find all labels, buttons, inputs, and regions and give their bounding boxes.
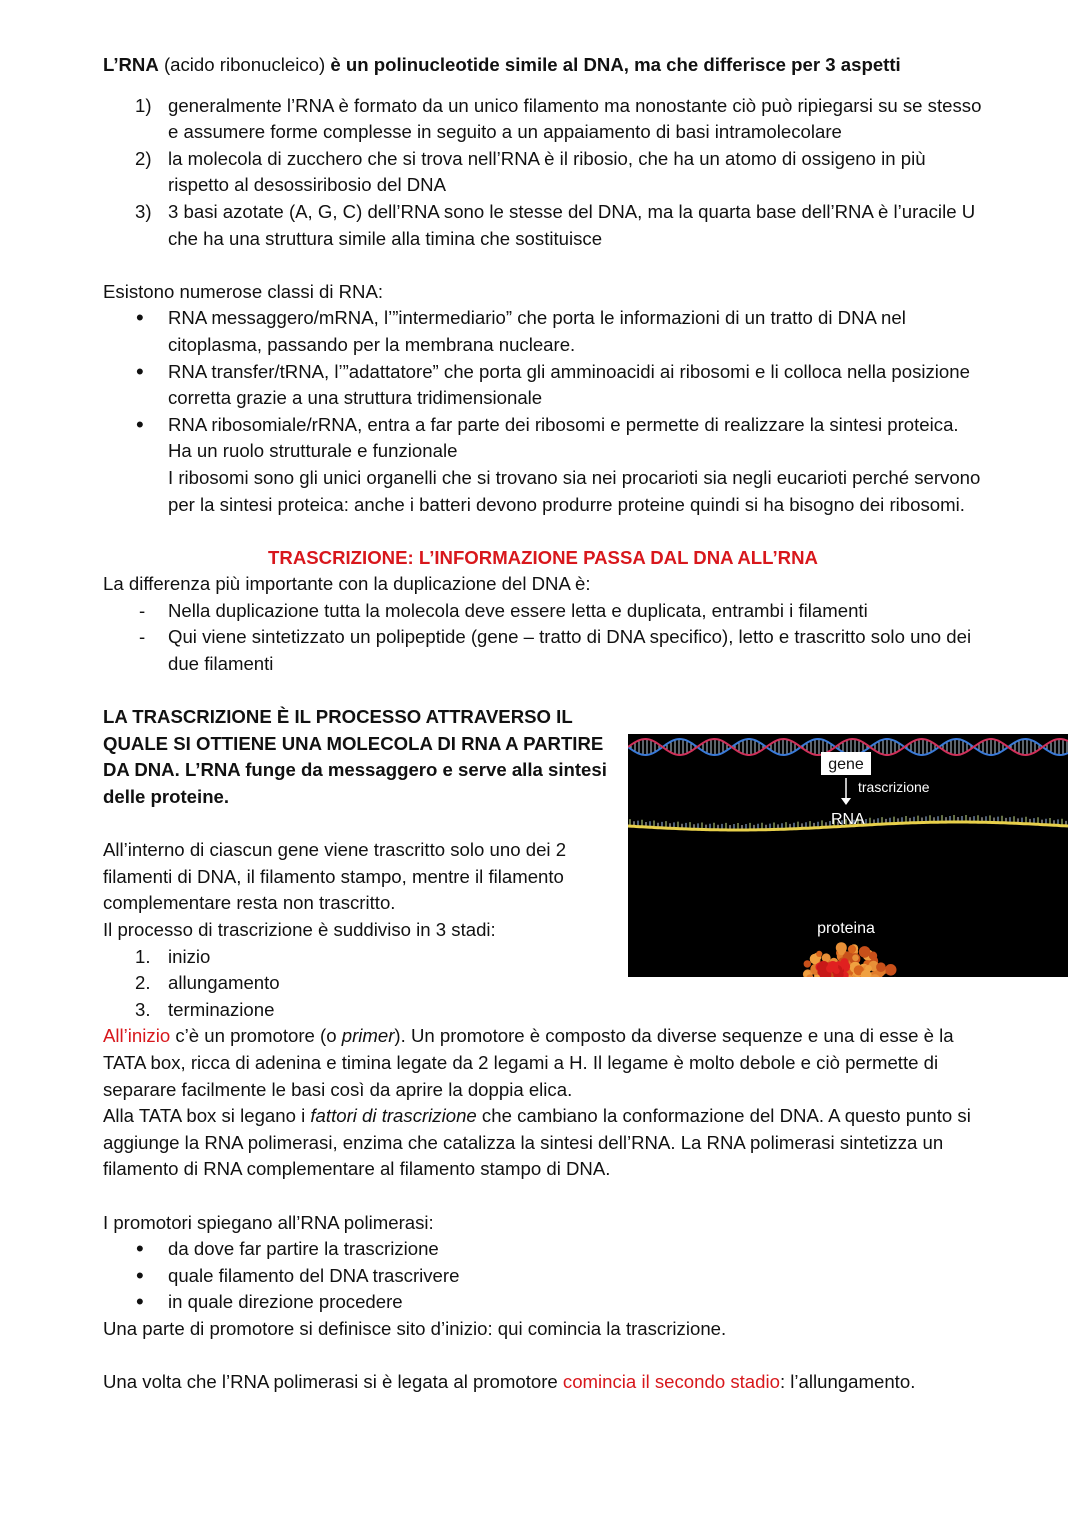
protein-atom [865, 965, 872, 972]
difference-list [103, 598, 983, 678]
protein-atom [826, 965, 834, 973]
document-page [103, 52, 983, 1396]
protein-atom [816, 951, 822, 957]
start-site-text: Una parte di promotore si definisce sito d’inizio: qui comincia la trascrizione. [103, 1317, 727, 1339]
protein-atom [804, 960, 811, 967]
list-item: • RNA messaggero/mRNA, l’”intermediario” che porta le informazioni di un tratto di DNA nel citoplasma, passando per la membrana nucleare. [136, 305, 906, 355]
arrow-head-icon [841, 798, 851, 805]
section-title: TRASCRIZIONE: L’INFORMAZIONE PASSA DAL DNA ALL’RNA [268, 546, 818, 568]
explain-heading: I promotori spiegano all’RNA polimerasi: [103, 1211, 434, 1233]
list-item: 2. allungamento [135, 972, 280, 994]
list-item: 3. terminazione [135, 998, 275, 1020]
list-item: 2) la molecola di zucchero che si trova nell’RNA è il ribosio, che ha un atomo di ossigeno in più rispetto al desossiribosio del DNA [135, 147, 926, 196]
transcription-figure [628, 734, 1068, 977]
transcription-definition: LA TRASCRIZIONE È IL PROCESSO ATTRAVERSO IL QUALE SI OTTIENE UNA MOLECOLA DI RNA A PARTIRE DA DNA. L’RNA funge da messaggero e serve alla sintesi delle proteine. [103, 706, 607, 808]
ribosome-note: I ribosomi sono gli unici organelli che si trovano sia nei procarioti sia negli eucarioti perché servono per la sintesi proteica: anche i batteri devono produrre proteine quindi si ha bisogno dei ribosomi. [168, 466, 981, 515]
template-strand-text: All’interno di ciascun gene viene trascritto solo uno dei 2 filamenti di DNA, il filamento stampo, mentre il filamento complementare resta non trascritto. [103, 839, 567, 914]
definition-column [103, 704, 618, 943]
protein-atom [838, 949, 845, 956]
protein-atom [834, 968, 840, 974]
protein-atom [848, 945, 856, 953]
list-item: - Qui viene sintetizzato un polipeptide (gene – tratto di DNA specifico), letto e trascritto solo uno dei due filamenti [139, 626, 972, 675]
list-item: - Nella duplicazione tutta la molecola deve essere letta e duplicata, entrambi i filamenti [139, 599, 868, 621]
stages-heading: Il processo di trascrizione è suddiviso in 3 stadi: [103, 919, 496, 940]
rna-intro: L’RNA (acido ribonucleico) è un polinucleotide simile al DNA, ma che differisce per 3 aspetti [103, 54, 901, 75]
explain-list [103, 1236, 983, 1316]
difference-heading: La differenza più importante con la duplicazione del DNA è: [103, 573, 591, 595]
list-item: • da dove far partire la trascrizione [136, 1236, 439, 1262]
proteina-label: proteina [817, 920, 875, 937]
protein-atom [859, 946, 871, 958]
protein-atom [852, 955, 859, 962]
trascrizione-label: trascrizione [858, 779, 930, 795]
protein-atom [817, 964, 825, 972]
list-item: 3) 3 basi azotate (A, G, C) dell’RNA sono le stesse del DNA, ma la quarta base dell’RNA è l’uracile U che ha una struttura simile alla timina che sostituisce [135, 200, 976, 249]
list-item: • in quale direzione procedere [136, 1289, 403, 1315]
protein-atom [876, 962, 886, 972]
list-item: 1) generalmente l’RNA è formato da un unico filamento ma nonostante ciò può ripiegarsi su se stesso e assumere forme complesse in seguito a un appaiamento di basi intramolecolare [135, 94, 982, 143]
list-item: 1. inizio [135, 945, 211, 967]
protein-structure [803, 942, 899, 977]
protein-atom [885, 964, 897, 976]
list-item: • quale filamento del DNA trascrivere [136, 1262, 460, 1288]
promoter-paragraph: All’inizio c’è un promotore (o primer). Un promotore è composto da diverse sequenze e una di esse è la TATA box, ricca di adenina e timina legate da 2 legami a H. Il legame è molto debole e ciò permette di separare facilmente le basi così da aprire la doppia elica. Alla TATA box si legano i fattori di trascrizione che cambiano la conformazione del DNA. A questo punto si aggiunge la RNA polimerasi, enzima che catalizza la sintesi dell’RNA. La RNA polimerasi sintetizza un filamento di RNA complementare al filamento stampo di DNA. [103, 1025, 971, 1180]
closing-paragraph: Una volta che l’RNA polimerasi si è legata al promotore comincia il secondo stadio: l’allungamento. [103, 1371, 916, 1393]
transcription-illustration [628, 734, 1068, 977]
gene-label: gene [828, 756, 864, 773]
rna-classes-heading: Esistono numerose classi di RNA: [103, 280, 384, 302]
list-item: • RNA ribosomiale/rRNA, entra a far parte dei ribosomi e permette di realizzare la sintesi proteica. Ha un ruolo strutturale e funzionale I ribosomi sono gli unici organelli che si trovano sia nei procarioti sia negli eucarioti perché servono per la sintesi proteica: anche i batteri devono produrre proteine quindi si ha bisogno dei ribosomi. [136, 411, 981, 515]
rna-classes-list [103, 305, 983, 518]
list-item: • RNA transfer/tRNA, l’”adattatore” che porta gli amminoacidi ai ribosomi e li colloca nella posizione corretta grazie a una struttura tridimensionale [136, 358, 970, 409]
rna-label: RNA [831, 811, 865, 828]
rna-aspects-list [103, 93, 983, 253]
